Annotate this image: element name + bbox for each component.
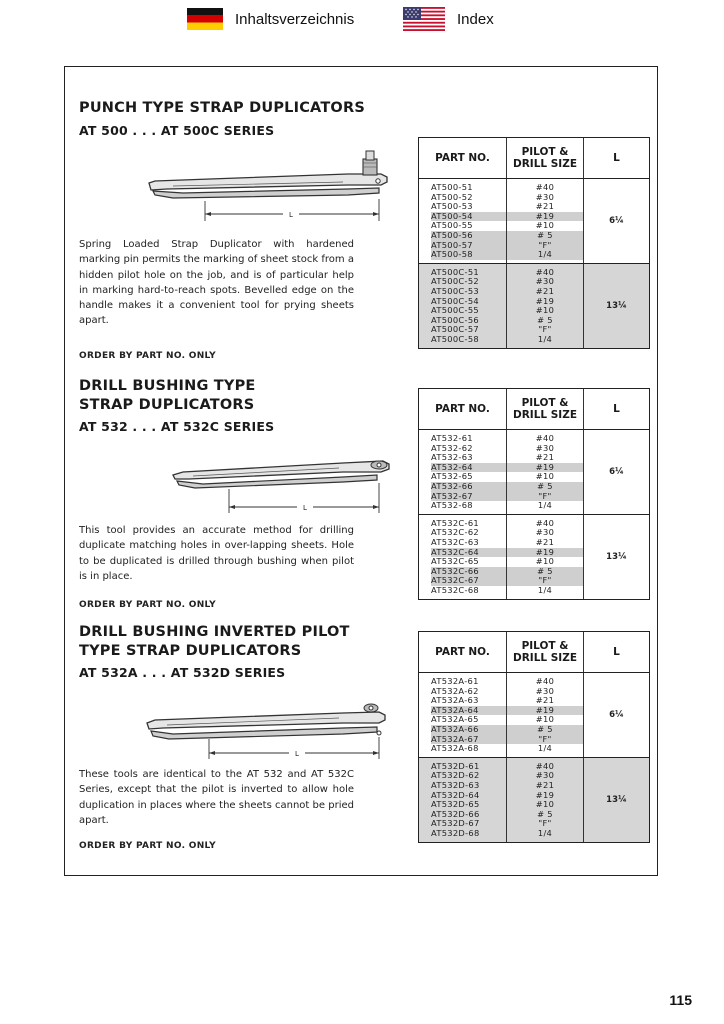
- drill-size: "F": [538, 324, 552, 335]
- part-number: AT500-56: [431, 231, 506, 241]
- drill-size: #30: [535, 442, 555, 453]
- drill-size: # 5: [507, 567, 583, 577]
- part-number: AT500C-57: [431, 324, 479, 335]
- drill-size: #30: [535, 770, 555, 781]
- language-nav: [0, 0, 724, 40]
- part-number: AT532-68: [431, 500, 473, 511]
- part-number: AT500-55: [431, 220, 473, 231]
- drill-size: #40: [535, 433, 555, 443]
- order-note: ORDER BY PART NO. ONLY: [79, 600, 216, 610]
- drill-size: 1/4: [537, 584, 553, 595]
- length-header: L: [613, 403, 620, 415]
- part-number: AT500-52: [431, 191, 473, 202]
- length-value: 13¼: [606, 795, 627, 806]
- part-number: AT532A-64: [431, 706, 506, 716]
- part-no-header: PART NO.: [419, 138, 507, 178]
- drill-size: #19: [507, 706, 583, 716]
- contents-link-label: Inhaltsverzeichnis: [235, 10, 355, 28]
- drill-size: 1/4: [537, 827, 553, 838]
- drill-size: #21: [535, 695, 555, 706]
- drill-size: #10: [535, 471, 555, 482]
- pilot-drill-header: PILOT & DRILL SIZE: [507, 138, 584, 178]
- drill-size: # 5: [537, 314, 553, 325]
- part-number: AT532D-68: [431, 827, 480, 838]
- part-number: AT532C-66: [431, 567, 506, 577]
- drill-size: "F": [538, 818, 552, 829]
- strap-duplicator-illustration: [143, 687, 398, 765]
- part-group: [419, 179, 649, 263]
- part-number: AT532D-63: [431, 779, 480, 790]
- part-number: AT532A-62: [431, 685, 479, 696]
- part-number: AT532A-67: [431, 735, 506, 745]
- length-dimension-label: L: [295, 750, 299, 758]
- product-description: Spring Loaded Strap Duplicator with hardened marking pin permits the marking of sheet stock from a hidden pilot hole on the job, and is of particular help in marking hard-to-reach spots. Bevelled edge on the handle makes it a convenient tool for prying sheets apart.: [79, 239, 354, 327]
- drill-size: #21: [535, 285, 555, 296]
- drill-size: #40: [535, 517, 555, 528]
- drill-size: #30: [535, 191, 555, 202]
- part-number: AT532-67: [431, 492, 506, 502]
- part-number: AT500C-54: [431, 295, 479, 306]
- part-number: AT532C-67: [431, 576, 506, 586]
- section-title-line2: STRAP DUPLICATORS: [79, 397, 255, 413]
- series-label: AT 532 . . . AT 532C SERIES: [79, 419, 275, 434]
- part-group: [419, 673, 649, 757]
- table-header: [419, 632, 649, 673]
- part-number: AT532C-64: [431, 548, 506, 558]
- part-table: [418, 631, 650, 843]
- drill-size: #19: [535, 295, 555, 306]
- drill-size: #19: [507, 548, 583, 558]
- drill-size: # 5: [507, 725, 583, 735]
- part-number: AT532-65: [431, 471, 473, 482]
- section-title: PUNCH TYPE STRAP DUPLICATORS: [79, 100, 365, 116]
- drill-size: 1/4: [537, 333, 553, 344]
- drill-size: #19: [535, 789, 555, 800]
- part-number: AT500C-51: [431, 266, 479, 277]
- drill-size: #10: [535, 714, 555, 725]
- drill-size: "F": [507, 241, 583, 251]
- drill-size: #21: [535, 779, 555, 790]
- part-number: AT500C-56: [431, 314, 479, 325]
- length-header: L: [613, 646, 620, 658]
- part-number: AT532A-63: [431, 695, 479, 706]
- catalog-frame: [64, 66, 658, 876]
- part-table: [418, 388, 650, 600]
- part-no-header: PART NO.: [419, 632, 507, 672]
- part-number: AT532-63: [431, 452, 473, 463]
- drill-size: 1/4: [537, 500, 553, 511]
- contents-link[interactable]: [187, 6, 354, 32]
- part-number: AT532A-61: [431, 676, 479, 686]
- part-number: AT532-62: [431, 442, 473, 453]
- drill-size: #40: [535, 676, 555, 686]
- strap-duplicator-illustration: [143, 141, 398, 227]
- part-number: AT500-58: [431, 250, 506, 260]
- drill-size: "F": [507, 492, 583, 502]
- pilot-drill-header: PILOT & DRILL SIZE: [507, 389, 584, 429]
- drill-size: 1/4: [507, 250, 583, 260]
- drill-size: #10: [535, 305, 555, 316]
- drill-size: # 5: [507, 482, 583, 492]
- drill-size: #40: [535, 266, 555, 277]
- series-label: AT 532A . . . AT 532D SERIES: [79, 665, 286, 680]
- length-value: 13¼: [606, 301, 627, 312]
- part-number: AT532C-62: [431, 527, 479, 538]
- part-group: [419, 514, 649, 599]
- drill-size: "F": [507, 735, 583, 745]
- part-number: AT532D-64: [431, 789, 480, 800]
- product-description: This tool provides an accurate method for drilling duplicate matching holes in over-lapping sheets. Hole to be duplicated is drilled through bushing when pilot is in place.: [79, 525, 354, 582]
- part-number: AT532D-66: [431, 808, 480, 819]
- part-number: AT532C-65: [431, 556, 479, 567]
- order-note: ORDER BY PART NO. ONLY: [79, 841, 216, 851]
- part-number: AT500C-55: [431, 305, 479, 316]
- length-value: 6¼: [609, 710, 624, 721]
- part-group: [419, 263, 649, 348]
- drill-size: #21: [535, 536, 555, 547]
- part-number: AT532-66: [431, 482, 506, 492]
- part-number: AT500C-52: [431, 276, 479, 287]
- part-number: AT532A-68: [431, 743, 479, 754]
- part-number: AT532A-66: [431, 725, 506, 735]
- part-number: AT532C-63: [431, 536, 479, 547]
- drill-size: 1/4: [537, 743, 553, 754]
- drill-size: "F": [507, 576, 583, 586]
- drill-size: #10: [535, 799, 555, 810]
- pilot-drill-header: PILOT & DRILL SIZE: [507, 632, 584, 672]
- part-number: AT532C-68: [431, 584, 479, 595]
- part-number: AT532C-61: [431, 517, 479, 528]
- section-title: DRILL BUSHING TYPE: [79, 378, 256, 394]
- part-number: AT500-57: [431, 241, 506, 251]
- drill-size: #19: [507, 212, 583, 222]
- part-number: AT500C-58: [431, 333, 479, 344]
- drill-size: #10: [535, 220, 555, 231]
- part-number: AT532D-67: [431, 818, 480, 829]
- table-header: [419, 138, 649, 179]
- part-group: [419, 430, 649, 514]
- length-dimension-label: L: [303, 504, 307, 512]
- drill-size: #21: [535, 452, 555, 463]
- drill-size: #19: [507, 463, 583, 473]
- order-note: ORDER BY PART NO. ONLY: [79, 351, 216, 361]
- drill-size: #40: [535, 760, 555, 771]
- series-label: AT 500 . . . AT 500C SERIES: [79, 123, 275, 138]
- drill-size: #30: [535, 276, 555, 287]
- part-number: AT500-51: [431, 182, 473, 192]
- page-number: 115: [669, 992, 692, 1008]
- length-value: 6¼: [609, 467, 624, 478]
- section-title: DRILL BUSHING INVERTED PILOT: [79, 624, 350, 640]
- drill-size: #30: [535, 527, 555, 538]
- part-number: AT532-61: [431, 433, 473, 443]
- section-title-line2: TYPE STRAP DUPLICATORS: [79, 643, 302, 659]
- part-group: [419, 757, 649, 842]
- product-description: These tools are identical to the AT 532 and AT 532C Series, except that the pilot is inverted to allow hole duplication in places where the sheets cannot be pried apart.: [79, 769, 354, 826]
- length-header: L: [613, 152, 620, 164]
- part-no-header: PART NO.: [419, 389, 507, 429]
- part-number: AT532-64: [431, 463, 506, 473]
- length-value: 6¼: [609, 216, 624, 227]
- length-value: 13¼: [606, 552, 627, 563]
- drill-size: #10: [535, 556, 555, 567]
- drill-size: #30: [535, 685, 555, 696]
- part-number: AT500-54: [431, 212, 506, 222]
- part-number: AT532A-65: [431, 714, 479, 725]
- part-number: AT532D-61: [431, 760, 480, 771]
- index-link[interactable]: [403, 6, 494, 32]
- drill-size: # 5: [507, 231, 583, 241]
- drill-size: #40: [535, 182, 555, 192]
- part-number: AT532D-62: [431, 770, 480, 781]
- part-number: AT532D-65: [431, 799, 480, 810]
- table-header: [419, 389, 649, 430]
- drill-size: #21: [535, 201, 555, 212]
- part-number: AT500C-53: [431, 285, 479, 296]
- index-link-label: Index: [457, 10, 494, 28]
- german-flag-icon: [187, 8, 223, 30]
- strap-duplicator-illustration: [143, 439, 398, 519]
- drill-size: # 5: [537, 808, 553, 819]
- length-dimension-label: L: [289, 211, 293, 219]
- part-number: AT500-53: [431, 201, 473, 212]
- part-table: [418, 137, 650, 349]
- us-flag-icon: [403, 7, 445, 31]
